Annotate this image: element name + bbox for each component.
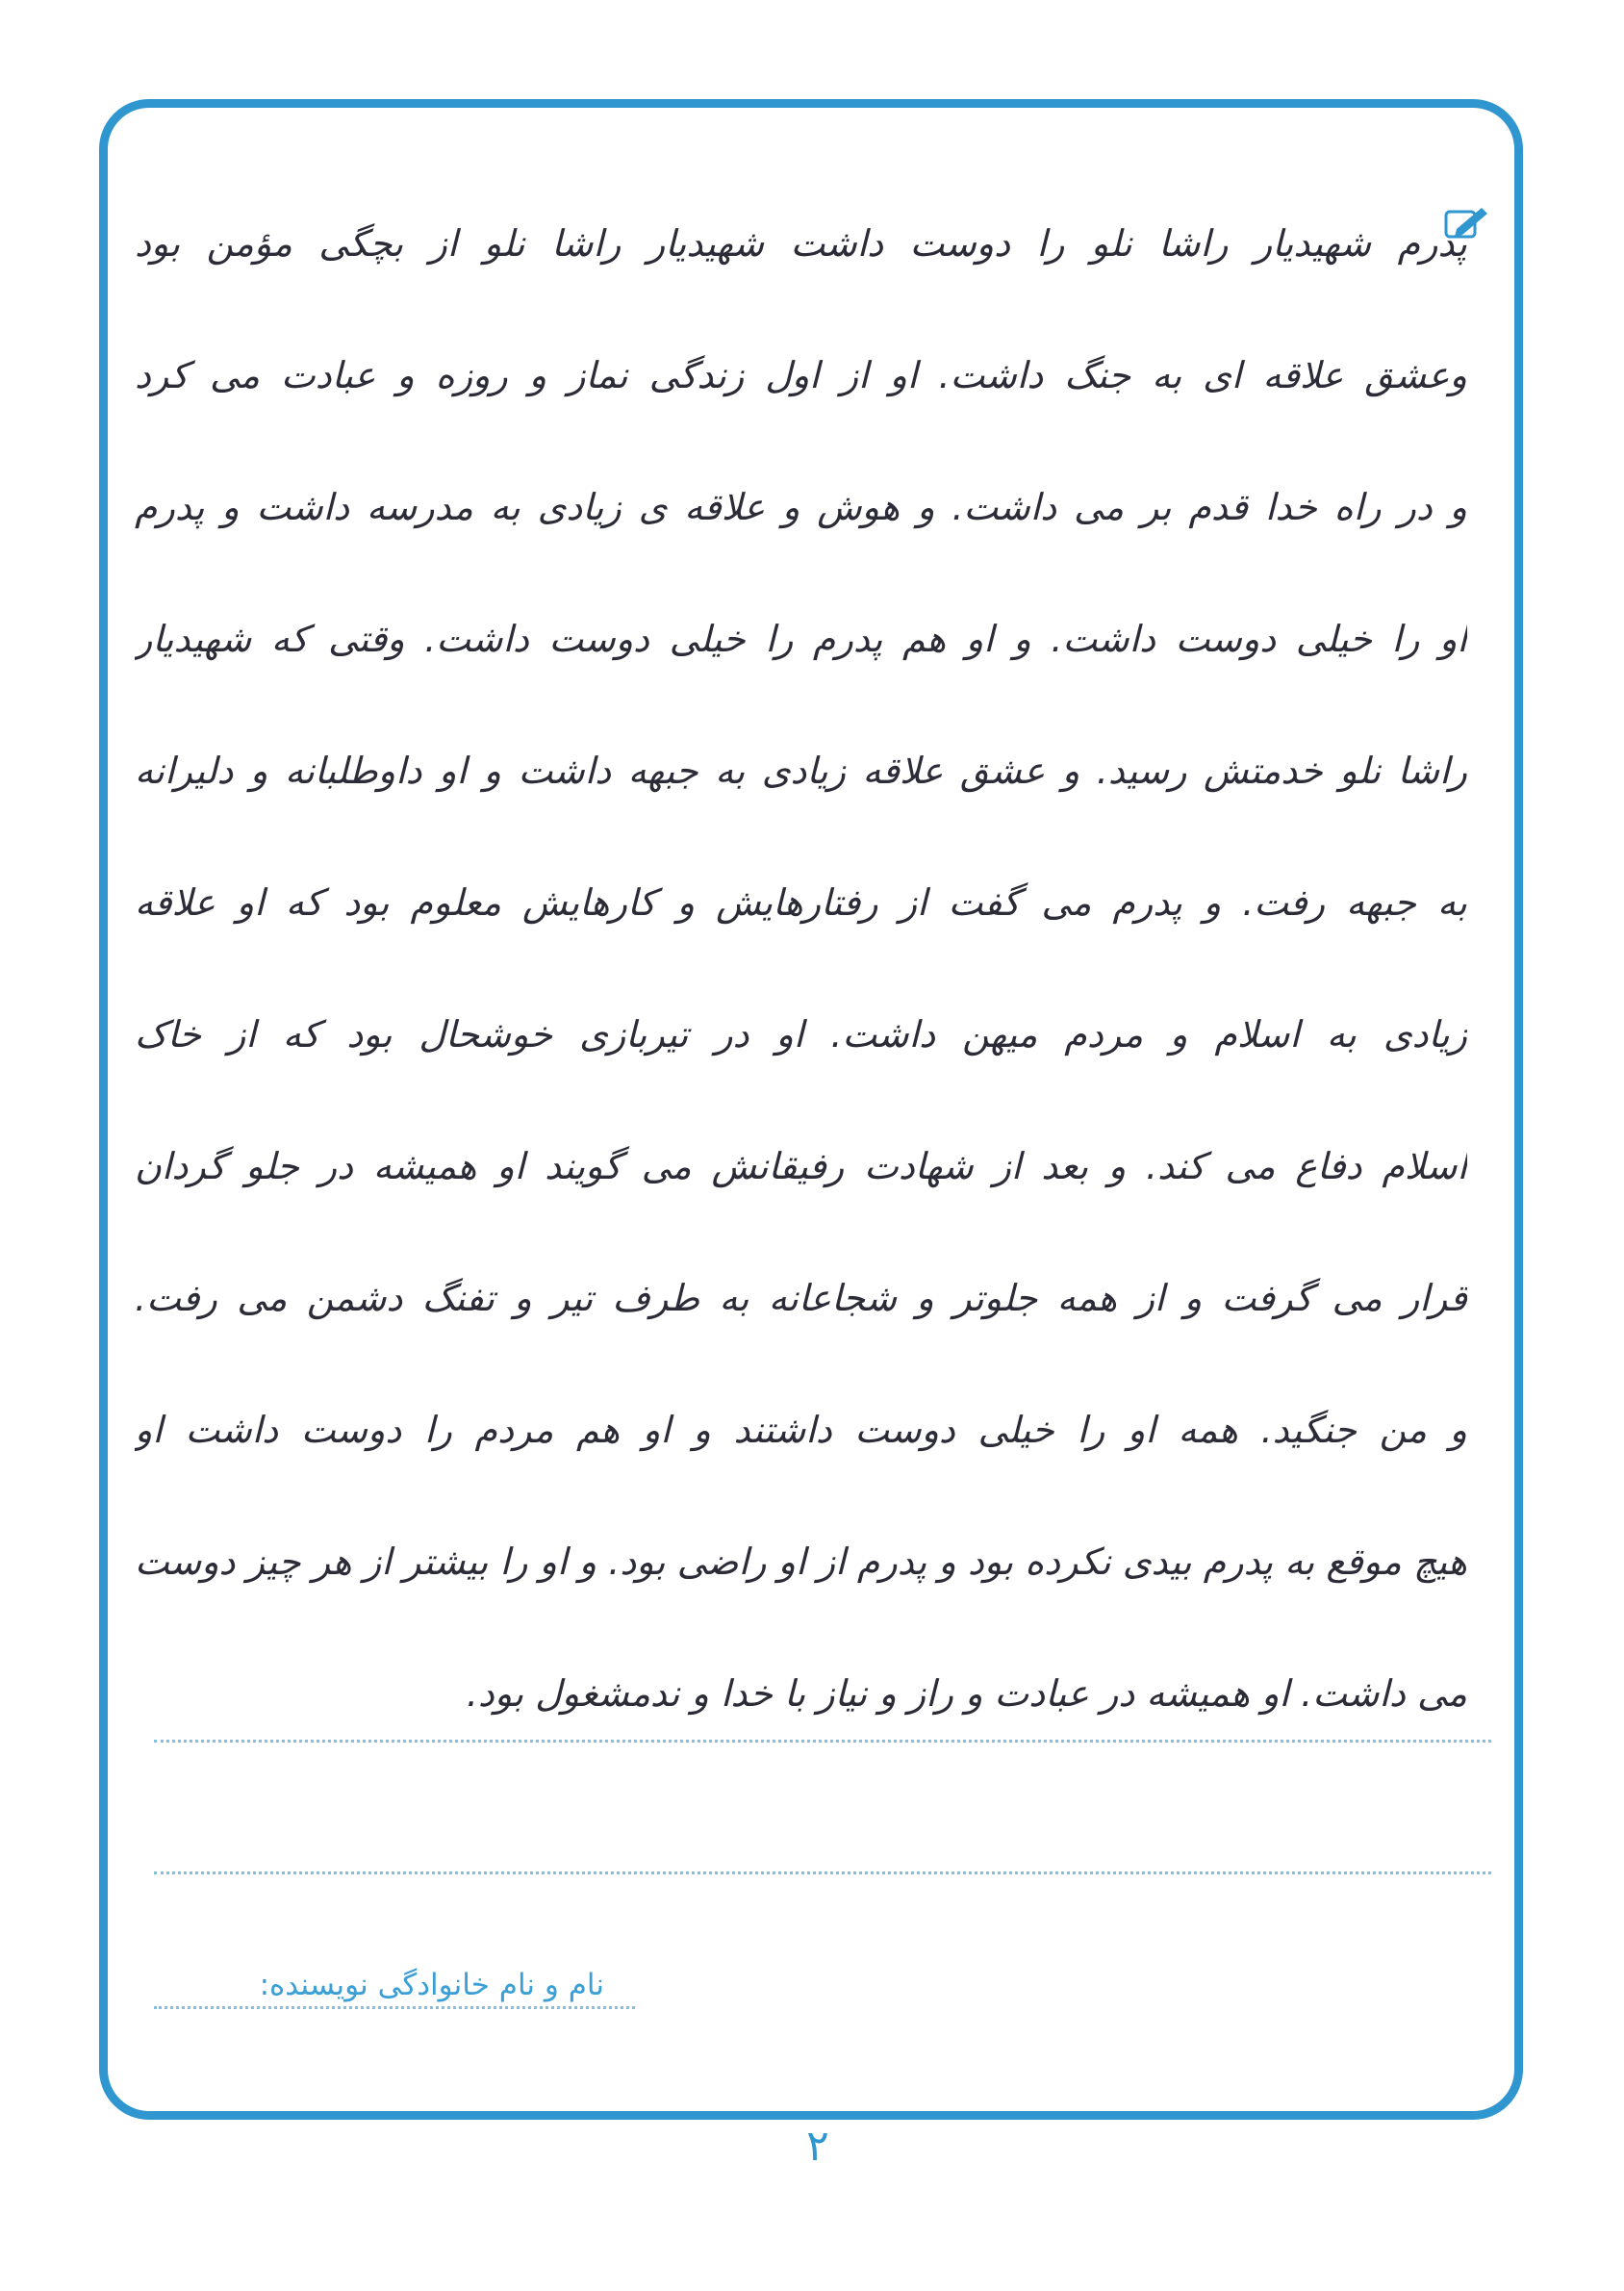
text-line-3: و در راه خدا قدم بر می داشت. و هوش و علاقه ی زیادی به مدرسه داشت و پدرم	[135, 486, 1467, 528]
handwritten-text	[135, 202, 1467, 1790]
author-name-line	[154, 2006, 635, 2009]
text-line-4: او را خیلی دوست داشت. و او هم پدرم را خیلی دوست داشت. وقتی که شهیدیار	[135, 618, 1467, 660]
text-line-1: پدرم شهیدیار راشا نلو را دوست داشت شهیدیار راشا نلو از بچگی مؤمن بود	[135, 222, 1467, 265]
text-line-10: و من جنگید. همه او را خیلی دوست داشتند و او هم مردم را دوست داشت او	[135, 1409, 1467, 1451]
page-number: ۲	[806, 2122, 829, 2171]
text-line-7: زیادی به اسلام و مردم میهن داشت. او در تیربازی خوشحال بود که از خاک	[135, 1013, 1467, 1056]
text-line-2: وعشق علاقه ای به جنگ داشت. او از اول زندگی نماز و روزه و عبادت می کرد	[135, 354, 1467, 396]
text-line-11: هیچ موقع به پدرم بیدی نکرده بود و پدرم از او راضی بود. و او را بیشتر از هر چیز دوست	[135, 1540, 1467, 1583]
dotted-rule	[154, 1740, 1491, 1743]
text-line-8: اسلام دفاع می کند. و بعد از شهادت رفیقانش می گویند او همیشه در جلو گردان	[135, 1145, 1467, 1187]
author-name-label: نام و نام خانوادگی نویسنده:	[259, 1968, 604, 2002]
dotted-rule	[154, 1871, 1491, 1874]
text-line-12: می داشت. او همیشه در عبادت و راز و نیاز با خدا و ندمشغول بود.	[466, 1672, 1467, 1715]
text-line-5: راشا نلو خدمتش رسید. و عشق علاقه زیادی به جبهه داشت و او داوطلبانه و دلیرانه	[135, 750, 1467, 792]
text-line-9: قرار می گرفت و از همه جلوتر و شجاعانه به طرف تیر و تفنگ دشمن می رفت.	[135, 1277, 1467, 1319]
text-line-6: به جبهه رفت. و پدرم می گفت از رفتارهایش و کارهایش معلوم بود که او علاقه	[135, 881, 1467, 924]
